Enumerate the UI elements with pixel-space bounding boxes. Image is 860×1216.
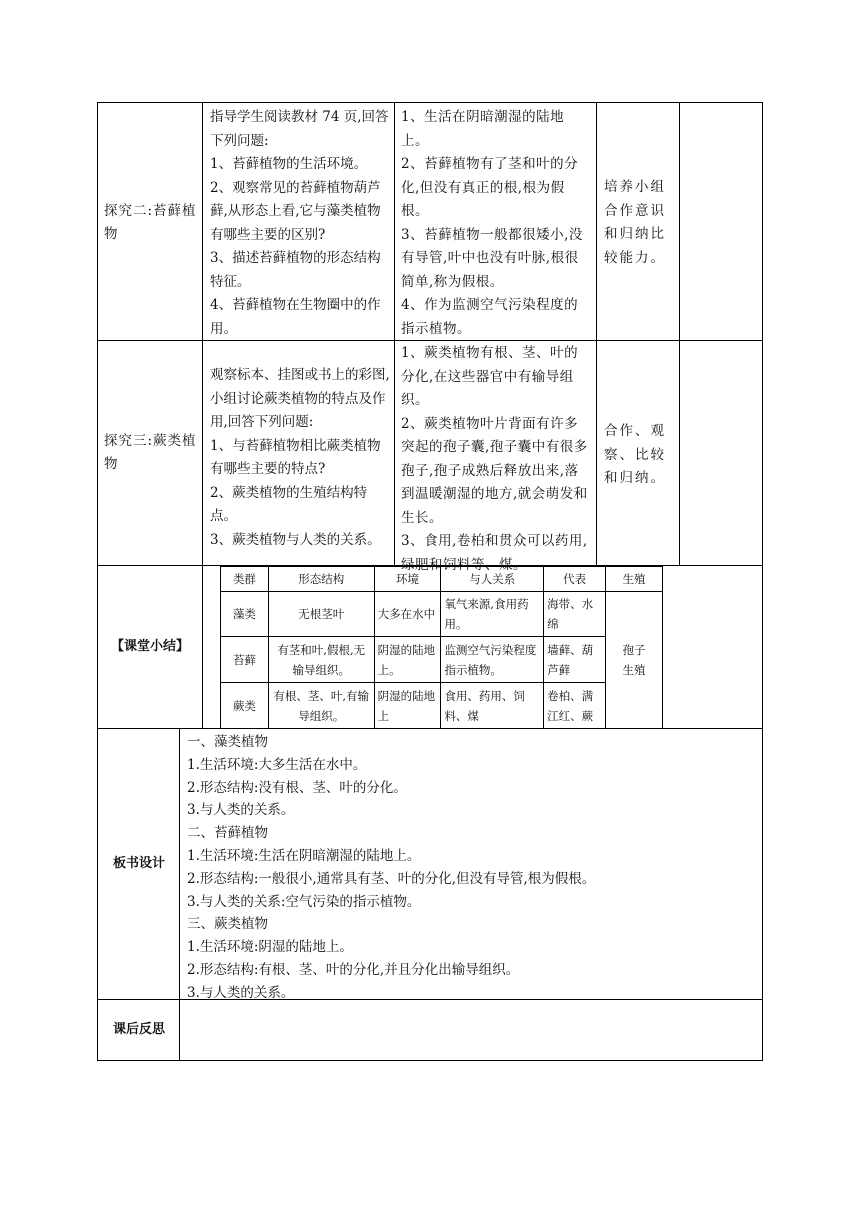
structure-cell: 有根、茎、叶,有输导组织。 xyxy=(268,683,374,729)
board-line: 一、藻类植物 xyxy=(187,734,268,750)
board-line: 1.生活环境:大多生活在水中。 xyxy=(187,756,367,773)
text-line: 1、苔藓植物的生活环境。 xyxy=(210,156,368,172)
table-row xyxy=(221,683,663,729)
reflection-content[interactable] xyxy=(187,1004,757,1056)
env-cell: 大多在水中 xyxy=(374,592,441,637)
relation-cell: 氧气来源,食用药用。 xyxy=(441,592,544,637)
table-header-row xyxy=(221,567,663,592)
table-row xyxy=(221,592,663,637)
reproduction-cell: 孢子生殖 xyxy=(606,592,663,729)
text-line: 1、与苔藓植物相比蕨类植物有哪些主要的特点? xyxy=(210,437,381,477)
text-line: 2、苔藓植物有了茎和叶的分化,但没有真正的根,根为假根。 xyxy=(401,156,579,219)
board-line: 二、苔藓植物 xyxy=(187,825,268,842)
group-cell: 蕨类 xyxy=(221,683,269,729)
text-line: 2、观察常见的苔藓植物葫芦藓,从形态上看,它与藻类植物有哪些主要的区别? xyxy=(210,179,381,243)
student-activity-explore2 xyxy=(401,106,591,341)
relation-cell: 监测空气污染程度指示植物。 xyxy=(441,637,544,683)
text-line: 3、描述苔藓植物的形态结构特征。 xyxy=(210,250,381,290)
row-label-explore2: 探究二:苔藓植物 xyxy=(104,203,197,242)
board-line: 2.形态结构:有根、茎、叶的分化,并且分化出输导组织。 xyxy=(187,961,520,978)
structure-cell: 有茎和叶,假根,无输导组织。 xyxy=(268,637,374,683)
board-content xyxy=(187,731,757,1005)
summary-label: 【课堂小结】 xyxy=(110,639,189,654)
text-line: 3、蕨类植物与人类的关系。 xyxy=(210,531,381,548)
board-line: 2.形态结构:一般很小,通常具有茎、叶的分化,但没有导管,根为假根。 xyxy=(187,870,596,887)
table-row xyxy=(221,637,663,683)
teacher-activity-explore2 xyxy=(210,106,390,341)
board-label: 板书设计 xyxy=(112,856,165,871)
text-line: 3、苔藓植物一般都很矮小,没有导管,叶中也没有叶脉,根很简单,称为假根。 xyxy=(401,226,583,290)
text-line: 4、作为监测空气污染程度的指示植物。 xyxy=(401,297,579,337)
text-line: 3、食用,卷柏和贯众可以药用,绿肥和饲料等、煤。 xyxy=(401,533,588,573)
summary-table xyxy=(220,566,663,729)
text-line: 4、苔藓植物在生物圈中的作用。 xyxy=(210,297,381,337)
board-line: 3.与人类的关系:空气污染的指示植物。 xyxy=(187,893,421,910)
text-line: 1、生活在阴暗潮湿的陆地上。 xyxy=(401,109,565,149)
rep-cell: 卷柏、满江红、蕨 xyxy=(544,683,606,729)
board-line: 三、蕨类植物 xyxy=(187,916,268,933)
board-line: 3.与人类的关系。 xyxy=(187,802,295,819)
header-cell: 环境 xyxy=(374,567,441,592)
teacher-activity-explore3 xyxy=(210,364,390,552)
student-activity-explore3 xyxy=(401,342,591,577)
row-label-explore3: 探究三:蕨类植物 xyxy=(104,433,197,472)
rep-cell: 海带、水绵 xyxy=(544,592,606,637)
header-cell: 类群 xyxy=(221,567,269,592)
design-intent-explore3: 合作、观察、比较和归纳。 xyxy=(604,423,666,486)
design-intent-explore2: 培养小组合作意识和归纳比较能力。 xyxy=(604,179,666,266)
structure-cell: 无根茎叶 xyxy=(268,592,374,637)
env-cell: 阴湿的陆地上。 xyxy=(374,637,441,683)
text-line: 指导学生阅读教材 74 页,回答下列问题: xyxy=(210,109,389,149)
text-line: 1、蕨类植物有根、茎、叶的分化,在这些器官中有输导组织。 xyxy=(401,345,579,408)
rep-cell: 墙藓、葫芦藓 xyxy=(544,637,606,683)
header-cell: 生殖 xyxy=(606,567,663,592)
board-line: 1.生活环境:生活在阴暗潮湿的陆地上。 xyxy=(187,847,421,864)
header-cell: 与人关系 xyxy=(441,567,544,592)
reflection-label: 课后反思 xyxy=(112,1022,165,1037)
header-cell: 代表 xyxy=(544,567,606,592)
header-cell: 形态结构 xyxy=(268,567,374,592)
board-line: 1.生活环境:阴湿的陆地上。 xyxy=(187,939,353,956)
board-line: 3.与人类的关系。 xyxy=(187,984,295,1001)
group-cell: 苔藓 xyxy=(221,637,269,683)
text-line: 2、蕨类植物的生殖结构特点。 xyxy=(210,484,368,524)
board-line: 2.形态结构:没有根、茎、叶的分化。 xyxy=(187,779,407,796)
env-cell: 阴湿的陆地上 xyxy=(374,683,441,729)
text-line: 观察标本、挂图或书上的彩图,小组讨论蕨类植物的特点及作用,回答下列问题: xyxy=(210,367,390,430)
text-line: 2、蕨类植物叶片背面有许多突起的孢子囊,孢子囊中有很多孢子,孢子成熟后释放出来,落到温暖潮湿的地方,就会萌发和生长。 xyxy=(401,415,588,526)
group-cell: 藻类 xyxy=(221,592,269,637)
relation-cell: 食用、药用、饲料、煤 xyxy=(441,683,544,729)
